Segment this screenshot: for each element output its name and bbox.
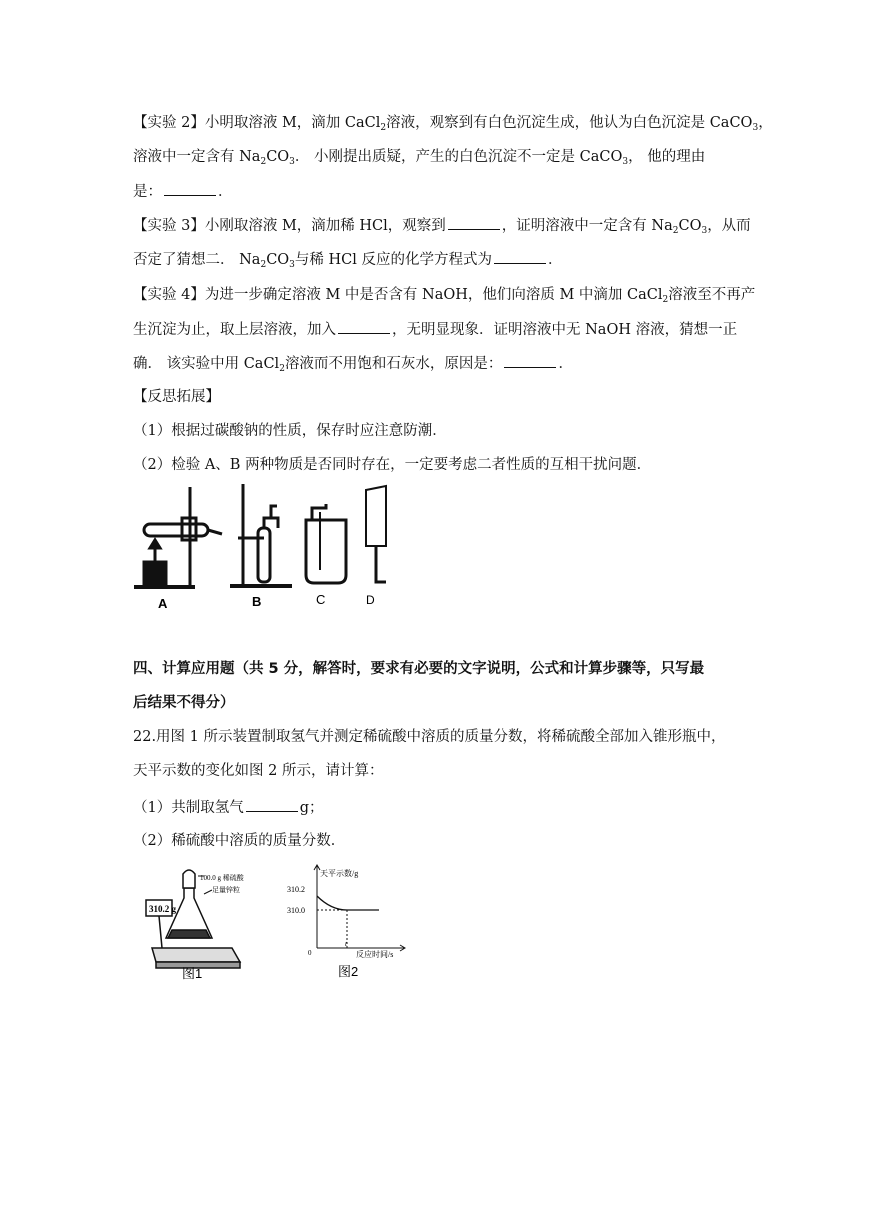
- exp2-line3: [133, 181, 233, 202]
- text: 否定了猜想二． Na: [133, 252, 261, 268]
- separatory-funnel: [183, 870, 195, 888]
- text: ，无明显现象．证明溶液中无 NaOH 溶液，猜想一正: [392, 322, 738, 338]
- text: 溶液，观察到有白色沉淀生成，他认为白色沉淀是 CaCO: [386, 115, 753, 131]
- text: 【实验 3】小刚取溶液 M，滴加稀 HCl，观察到: [133, 218, 446, 234]
- y-tick-310-0: 310.0: [287, 906, 305, 915]
- text: CO: [266, 149, 290, 165]
- alcohol-lamp: [144, 562, 166, 584]
- y-tick-310-2: 310.2: [287, 885, 305, 894]
- subscript: 2: [279, 364, 285, 374]
- text: 溶液中一定含有 Na: [133, 149, 261, 165]
- figure-1: [140, 860, 265, 985]
- subscript: 2: [260, 157, 267, 167]
- answer-blank[interactable]: [448, 215, 500, 230]
- test-tube-a: [144, 524, 208, 536]
- subscript: 3: [622, 157, 629, 167]
- subscript: 2: [672, 226, 679, 236]
- label-a: A: [158, 596, 168, 611]
- text: ，: [758, 115, 773, 131]
- answer-blank[interactable]: [338, 319, 390, 334]
- text: CO: [266, 252, 290, 268]
- answer-blank[interactable]: [246, 797, 298, 812]
- tube-outlet-a: [208, 530, 222, 534]
- text: ，证明溶液中一定含有 Na: [501, 218, 673, 234]
- q22-line2: 天平示数的变化如图 2 所示，请计算：: [133, 763, 384, 779]
- label-d: D: [366, 593, 375, 607]
- answer-blank[interactable]: [504, 353, 556, 368]
- answer-blank[interactable]: [164, 181, 216, 196]
- delivery-tube-b: [271, 506, 277, 518]
- text: （1）共制取氢气: [133, 800, 244, 816]
- text: 溶液至不再产: [668, 287, 756, 303]
- section4-title-line2: 后结果不得分）: [133, 695, 235, 711]
- subscript: 3: [701, 226, 708, 236]
- display-stand: [159, 916, 162, 948]
- text: 是：: [133, 184, 162, 200]
- subscript: 2: [380, 123, 387, 133]
- exp4-line2: [133, 319, 737, 340]
- text: ， 他的理由: [628, 149, 706, 165]
- text: ．: [548, 252, 563, 268]
- subscript: 2: [662, 295, 669, 305]
- q22-part2: （2）稀硫酸中溶质的质量分数．: [133, 833, 346, 849]
- label-b: B: [252, 594, 262, 609]
- text: g；: [299, 800, 324, 816]
- figure-2: [284, 858, 414, 988]
- q22-part1: [133, 797, 324, 818]
- exp4-line1: [133, 285, 755, 310]
- origin-label: 0: [308, 949, 312, 957]
- flame: [150, 540, 160, 548]
- y-axis-label: 天平示数/g: [320, 869, 359, 878]
- balance-reading: 310.2 g: [149, 904, 176, 914]
- text: 生沉淀为止，取上层溶液，加入: [133, 322, 336, 338]
- subscript: 3: [289, 157, 295, 167]
- reflect-title: 【反思拓展】: [133, 389, 220, 405]
- label-c: C: [316, 592, 326, 607]
- exp2-line2: [133, 147, 705, 172]
- tube-d: [376, 546, 386, 582]
- zinc-label: 足量锌粒: [212, 886, 240, 894]
- subscript: 3: [752, 123, 759, 133]
- x-axis-label: 反应时间/s: [356, 950, 394, 959]
- answer-blank[interactable]: [494, 249, 546, 264]
- subscript: 3: [289, 260, 295, 270]
- figure-2-caption: 图2: [338, 964, 359, 979]
- q22-line1: 22.用图 1 所示装置制取氢气并测定稀硫酸中溶质的质量分数，将稀硫酸全部加入锥形瓶中，: [133, 729, 726, 745]
- section4-title-line1: 四、计算应用题（共 5 分，解答时，要求有必要的文字说明，公式和计算步骤等，只写最: [133, 661, 705, 677]
- subscript: 2: [260, 260, 267, 270]
- text: 与稀 HCl 反应的化学方程式为: [294, 252, 493, 268]
- text: ．: [218, 184, 233, 200]
- text: 溶液而不用饱和石灰水，原因是：: [284, 356, 503, 372]
- reflect-item-1: （1）根据过碳酸钠的性质，保存时应注意防潮．: [133, 423, 447, 439]
- syringe-d: [366, 486, 386, 546]
- text: 【实验 2】小明取溶液 M，滴加 CaCl: [133, 115, 381, 131]
- tube-stopper-b: [264, 518, 278, 528]
- reflect-item-2: （2）检验 A、B 两种物质是否同时存在，一定要考虑二者性质的互相干扰问题．: [133, 457, 652, 473]
- text: 【实验 4】为进一步确定溶液 M 中是否含有 NaOH，他们向溶质 M 中滴加 CaCl: [133, 287, 663, 303]
- t-label: t: [345, 940, 347, 948]
- balance-scale: [152, 948, 240, 962]
- text: ．: [558, 356, 573, 372]
- exp2-line1: [133, 113, 773, 138]
- exp3-line2: [133, 249, 563, 275]
- figure-1-caption: 图1: [182, 966, 203, 981]
- test-tube-b: [258, 528, 270, 582]
- exp4-line3: [133, 353, 573, 379]
- text: ． 小刚提出质疑，产生的白色沉淀不一定是 CaCO: [294, 149, 623, 165]
- data-curve: [317, 896, 379, 910]
- text: ，从而: [707, 218, 751, 234]
- gas-bottle-c: [306, 520, 346, 583]
- text: 确． 该实验中用 CaCl: [133, 356, 280, 372]
- acid-label: 100.0 g 稀硫酸: [200, 874, 244, 882]
- exp3-line1: [133, 215, 751, 241]
- apparatus-figure: [130, 482, 395, 617]
- text: CO: [678, 218, 702, 234]
- zinc-granules: [168, 930, 210, 938]
